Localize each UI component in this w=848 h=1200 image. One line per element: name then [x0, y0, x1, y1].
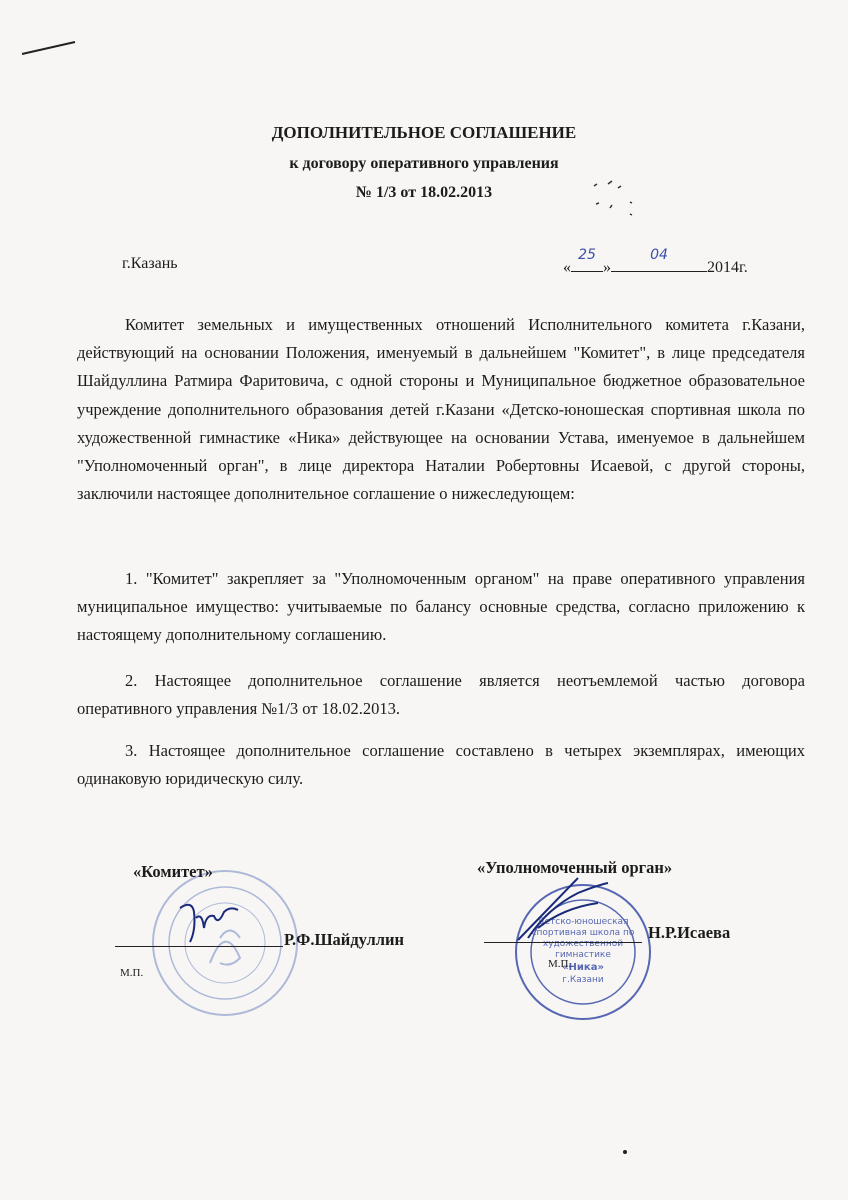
right-signatory-name: Н.Р.Исаева: [648, 923, 731, 942]
left-signature-line: [115, 946, 283, 947]
corner-pen-mark: [20, 38, 80, 58]
stamp-line-5: «Ника»: [562, 962, 604, 973]
date-year: 2014г.: [707, 259, 748, 276]
left-seal-place: М.П.: [120, 967, 144, 979]
stamp-line-4: гимнастике: [555, 950, 611, 960]
director-signature: [508, 868, 618, 948]
clause-2: 2. Настоящее дополнительное соглашение является неотъемлемой частью договора оперативного управления №1/3 от 18.02.2013.: [77, 671, 805, 719]
stamp-line-2: спортивная школа по: [531, 928, 635, 938]
document-number: № 1/3 от 18.02.2013: [355, 184, 493, 201]
right-seal-place: М.П.: [548, 958, 572, 970]
stamp-line-6: г.Казани: [562, 975, 604, 985]
clause-3: 3. Настоящее дополнительное соглашение составлено в четырех экземплярах, имеющих одинаковую юридическую силу.: [77, 741, 805, 789]
right-party-label: «Уполномоченный орган»: [477, 858, 673, 877]
clause-1: 1. "Комитет" закрепляет за "Уполномоченным органом" на праве оперативного управления муниципальное имущество: учитываемые по балансу основные средства, согласно приложению к настоящему дополнительному соглашению.: [77, 569, 805, 645]
document-date: [563, 247, 748, 277]
left-signatory-name: Р.Ф.Шайдуллин: [284, 930, 405, 949]
date-month: 04: [650, 247, 668, 263]
document-title: ДОПОЛНИТЕЛЬНОЕ СОГЛАШЕНИЕ: [271, 123, 577, 142]
date-close-quote: »: [603, 259, 611, 276]
right-signature-line: [484, 942, 642, 943]
committee-signature: [172, 898, 252, 948]
date-day: 25: [578, 247, 596, 263]
date-open-quote: «: [563, 259, 571, 276]
preamble-paragraph: Комитет земельных и имущественных отношений Исполнительного комитета г.Казани, действующий на основании Положения, именуемый в дальнейшем "Комитет", в лице председателя Шайдуллина Ратмира Фаритовича, с одной стороны и Муниципальное бюджетное образовательное учреждение дополнительного образования детей г.Казани «Детско-юношеская спортивная школа по художественной гимнастике «Ника» действующее на основании Устава, именуемое в дальнейшем "Уполномоченный орган", в лице директора Наталии Робертовны Исаевой, с другой стороны, заключили настоящее дополнительное соглашение о нижеследующем:: [77, 315, 805, 504]
stamp-line-3: художественной: [542, 939, 624, 949]
document-subtitle: к договору оперативного управления: [289, 155, 559, 172]
stamp-line-1: Детско-юношеская: [537, 917, 629, 927]
left-party-label: «Комитет»: [133, 862, 213, 881]
scan-dot: [623, 1150, 627, 1154]
document-place: г.Казань: [122, 255, 178, 272]
